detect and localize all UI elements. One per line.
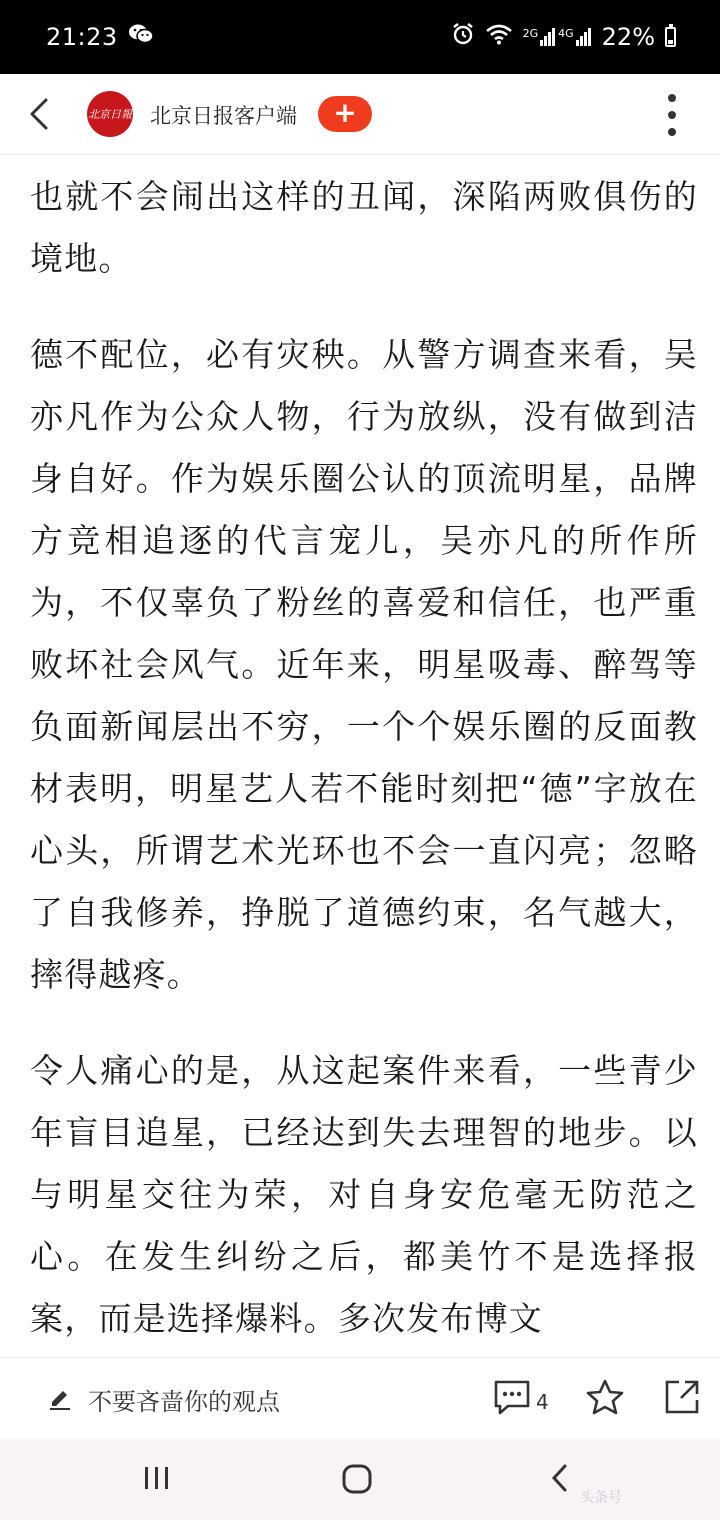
comment-count: 4 — [536, 1390, 549, 1414]
comment-bar — [0, 1357, 720, 1440]
recent-apps-icon[interactable] — [142, 1463, 172, 1497]
comment-icon — [492, 1378, 532, 1420]
article-paragraph: 也就不会闹出这样的丑闻，深陷两败俱伤的境地。 — [30, 177, 698, 278]
wifi-icon — [485, 23, 513, 51]
network-4g-label: 4G — [558, 27, 574, 40]
watermark-text: 头条号 — [580, 1490, 622, 1506]
status-time: 21:23 — [46, 23, 118, 51]
back-arrow-icon[interactable] — [22, 94, 62, 134]
status-bar — [0, 0, 720, 74]
battery-percent: 22% — [601, 23, 655, 51]
alarm-icon — [451, 22, 475, 52]
nav-back-icon[interactable] — [548, 1463, 572, 1497]
favorite-star-icon[interactable] — [585, 1378, 625, 1420]
comment-input[interactable] — [48, 1382, 280, 1417]
source-name[interactable]: 北京日报客户端 — [150, 104, 297, 128]
home-icon[interactable] — [341, 1463, 373, 1499]
battery-icon — [665, 27, 676, 47]
article-body — [30, 166, 698, 1384]
article-paragraph: 德不配位，必有灾秧。从警方调查来看，吴亦凡作为公众人物，行为放纵，没有做到洁身自好。作为娱乐圈公认的顶流明星，品牌方竞相追逐的代言宠儿，吴亦凡的所作所为，不仅辜负了粉丝的喜爱和信任，也严重败坏社会风气。近年来，明星吸毒、醉驾等负面新闻层出不穷，一个个娱乐圈的反面教材表明，明星艺人若不能时刻把“德”字放在心头，所谓艺术光环也不会一直闪亮；忽略了自我修养，挣脱了道德约束，名气越大，摔得越疼。 — [30, 335, 698, 994]
comment-placeholder: 不要吝啬你的观点 — [88, 1388, 280, 1416]
follow-button[interactable]: + — [318, 96, 372, 132]
source-logo[interactable]: 北京日報 — [87, 91, 133, 137]
article-paragraph: 令人痛心的是，从这起案件来看，一些青少年盲目追星，已经达到失去理智的地步。以与明星交往为荣，对自身安危毫无防范之心。在发生纠纷之后，都美竹不是选择报案，而是选择爆料。多次发布博文 — [30, 1051, 698, 1338]
signal-icon — [523, 28, 592, 46]
share-icon[interactable] — [663, 1378, 701, 1420]
comments-button[interactable] — [492, 1378, 549, 1420]
system-nav-bar — [0, 1439, 720, 1520]
pen-icon — [48, 1388, 72, 1412]
network-2g-label: 2G — [522, 27, 539, 40]
app-header — [0, 74, 720, 155]
more-options-icon[interactable] — [660, 92, 684, 138]
wechat-icon — [128, 23, 154, 51]
